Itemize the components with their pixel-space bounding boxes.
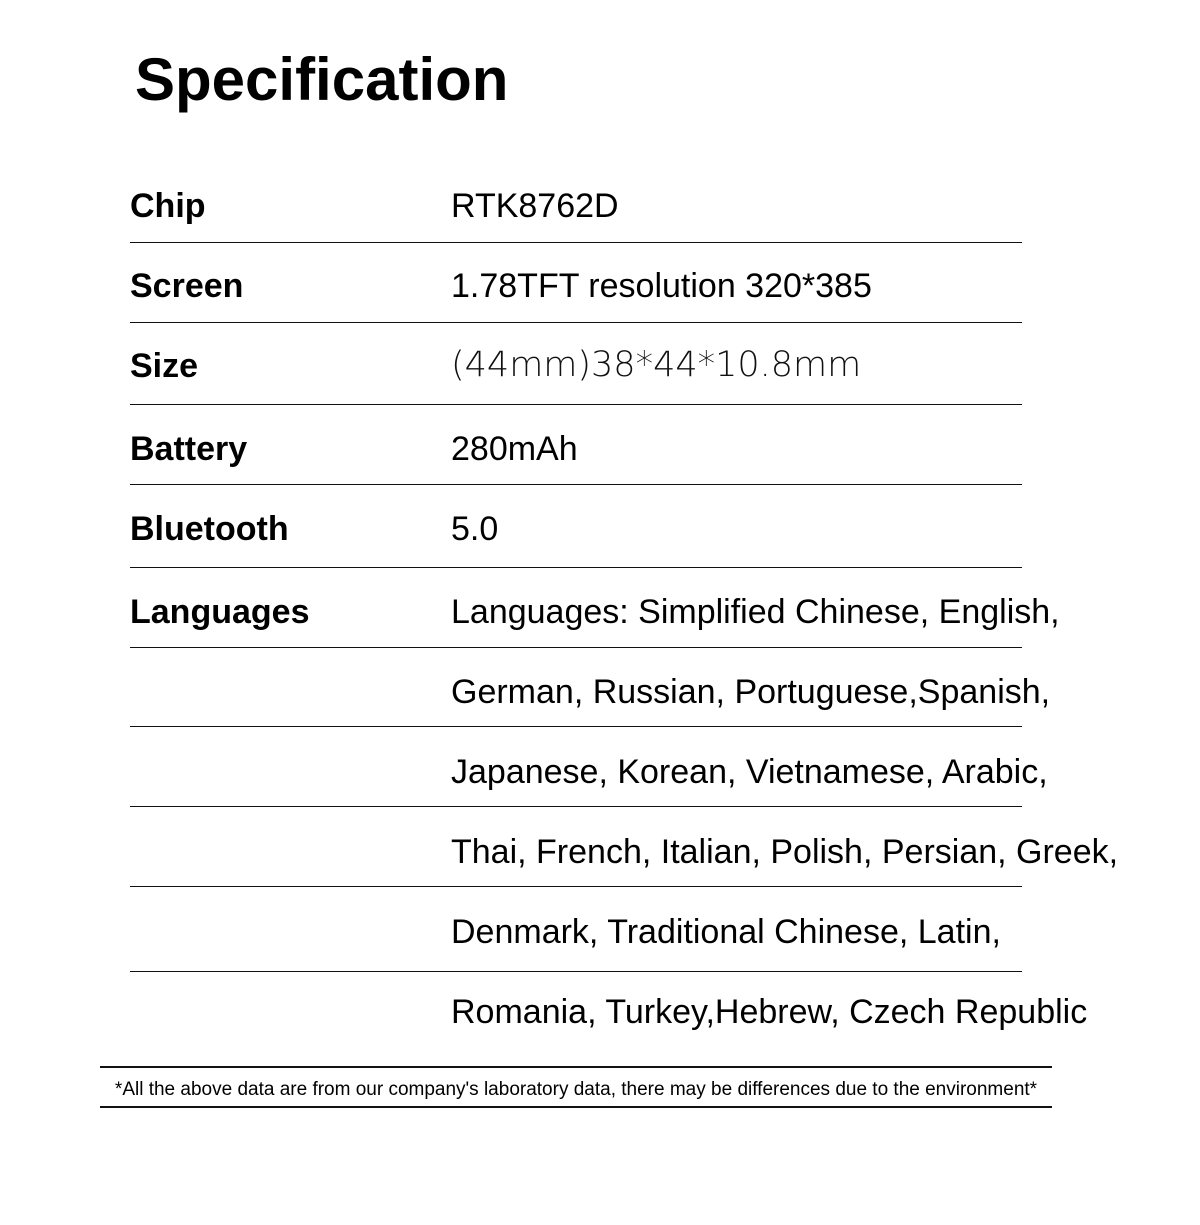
row-divider (130, 567, 1022, 568)
row-divider (130, 322, 1022, 323)
spec-label-languages: Languages (130, 593, 310, 631)
spec-value-screen: 1.78TFT resolution 320*385 (451, 267, 872, 305)
spec-value-chip: RTK8762D (451, 187, 619, 225)
spec-value-size: (44mm)38*44*10.8mm (451, 345, 862, 385)
page-title: Specification (135, 46, 509, 113)
row-divider (130, 404, 1022, 405)
row-divider (130, 886, 1022, 887)
spec-label-screen: Screen (130, 267, 244, 305)
spec-value-battery: 280mAh (451, 430, 578, 468)
spec-value-bluetooth: 5.0 (451, 510, 499, 548)
row-divider (130, 971, 1022, 972)
languages-line: Japanese, Korean, Vietnamese, Arabic, (451, 753, 1048, 791)
footnote: *All the above data are from our company's laboratory data, there may be differences due to the environment* (114, 1079, 1038, 1100)
languages-line: Romania, Turkey,Hebrew, Czech Republic (451, 993, 1088, 1031)
spec-label-bluetooth: Bluetooth (130, 510, 289, 548)
footnote-bottom-rule (100, 1106, 1052, 1108)
languages-line: Denmark, Traditional Chinese, Latin, (451, 913, 1001, 951)
languages-line: Thai, French, Italian, Polish, Persian, Greek, (451, 833, 1119, 871)
row-divider (130, 806, 1022, 807)
row-divider (130, 647, 1022, 648)
spec-value-languages: Languages: Simplified Chinese, English, (451, 593, 1060, 631)
languages-line: German, Russian, Portuguese,Spanish, (451, 673, 1051, 711)
footnote-top-rule (100, 1066, 1052, 1068)
row-divider (130, 242, 1022, 243)
spec-label-chip: Chip (130, 187, 206, 225)
spec-label-battery: Battery (130, 430, 248, 468)
spec-label-size: Size (130, 347, 199, 385)
row-divider (130, 726, 1022, 727)
row-divider (130, 484, 1022, 485)
